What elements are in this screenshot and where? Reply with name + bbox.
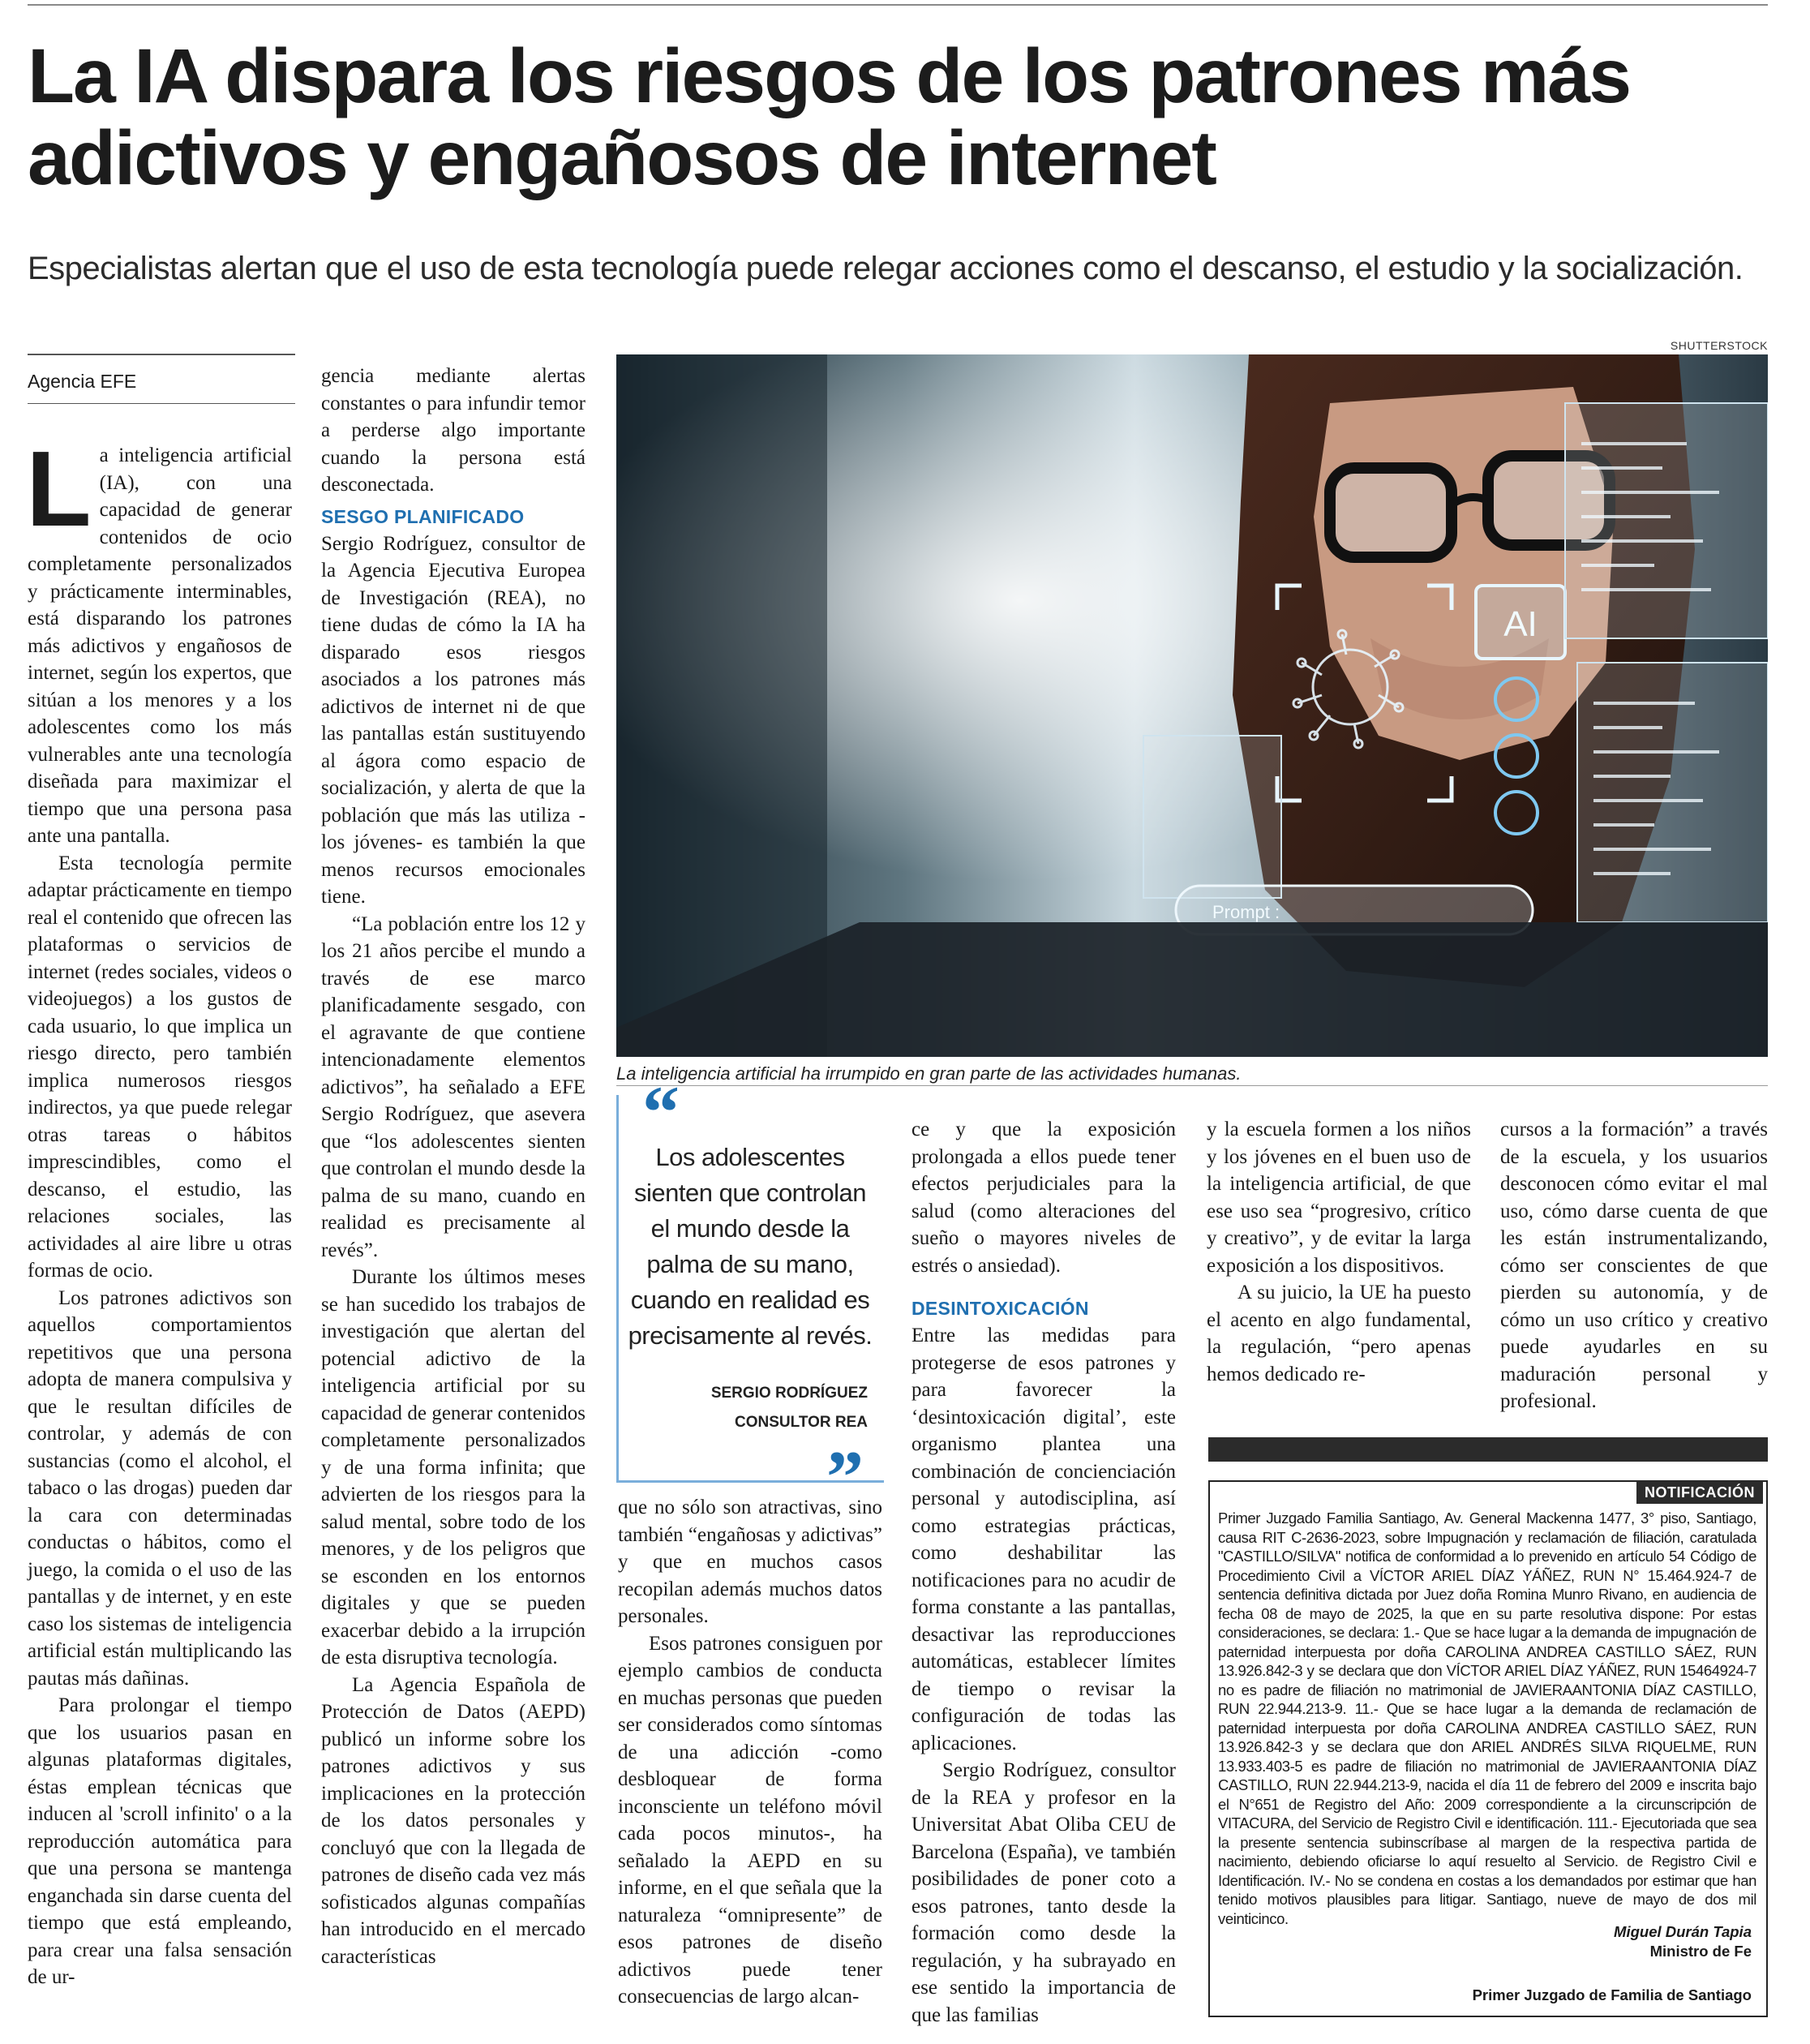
byline-rule-bottom (28, 403, 295, 404)
notice-court: Primer Juzgado de Familia de Santiago (1472, 1986, 1752, 2003)
byline-rule (28, 354, 295, 355)
notice-signer-title: Ministro de Fe (1649, 1942, 1752, 1960)
ai-label: AI (1503, 604, 1538, 644)
body-paragraph: La Agencia Española de Protección de Datos (AEPD) publicó un informe sobre los patrones adictivos y sus implicaciones en la protección de los datos personales y concluyó que con la llegada de patrones de diseño cada vez más sofisticados algunas compañías han introducido en el mercado características (321, 1673, 585, 1968)
pull-quote-name: SERGIO RODRÍGUEZ (710, 1385, 868, 1402)
article-photo (616, 354, 1768, 1057)
body-paragraph: Esta tecnología permite adaptar prácticamente en tiempo real el contenido que ofrecen las plataformas o servicios de internet (redes sociales, videos o videojuegos) a los gustos de cada usuario, lo que implica un riesgo directo, pero también implica numerosos riesgos indirectos, ya que puede relegar otras tareas o hábitos imprescindibles, como el descanso, el estudio, las relaciones sociales, las actividades al aire libre u otras formas de ocio. (28, 852, 292, 1282)
byline: Agencia EFE (28, 371, 137, 392)
article-column-6 (1500, 1116, 1768, 1415)
body-paragraph: Durante los últimos meses se han sucedido los trabajos de investigación que alertan del potencial adictivo de la inteligencia artificial por su capacidad de generar contenidos completamente personalizados y de una forma infinita; que advierten de los riesgos para la salud mental, sobre todo de los menores, y de los peligros que se esconden en los entornos digitales y que se pueden exacerbar debido a la irrupción de esta disruptiva tecnología. (321, 1266, 585, 1668)
body-paragraph: Entre las medidas para protegerse de esos patrones y para favorecer la ‘desintoxicación digital’, este organismo plantea una combinación de concienciación personal y autodisciplina, así como estrategias prácticas, como deshabilitar las notificaciones para no acudir de forma constante a las pantallas, desactivar las reproducciones automáticas, establecer límites de tiempo o revisar la configuración de todas las aplicaciones. (911, 1325, 1176, 1754)
pull-quote-role: CONSULTOR REA (735, 1414, 868, 1431)
article-column-3 (618, 1494, 882, 2011)
notice-tag (1208, 1481, 1766, 1504)
body-paragraph: y la escuela formen a los niños y los jóvenes en el buen uso de la inteligencia artificial, de que ese uso sea “progresivo, crítico y creativo”, y de evitar la larga exposición a los dispositivos. (1207, 1119, 1471, 1277)
notice-tag-label: NOTIFICACIÓN (1636, 1481, 1763, 1504)
body-paragraph: que no sólo son atractivas, sino también “engañosas y adictivas” y que en muchos casos recopilan además muchos datos personales. (618, 1496, 882, 1627)
photo-caption: La inteligencia artificial ha irrumpido en gran parte de las actividades humanas. (616, 1063, 1242, 1084)
lead-paragraph (26, 429, 292, 850)
body-paragraph: Para prolongar el tiempo que los usuarios pasan en algunas plataformas digitales, éstas emplean técnicas que inducen al 'scroll infinito' o a la reproducción automática para que una persona se mantenga enganchada sin darse cuenta del tiempo que está empleando, para crear una falsa sensación de ur- (28, 1694, 292, 1988)
body-paragraph: cursos a la formación” a través de la escuela, y los usuarios desconocen cómo evitar el mal uso, cómo darse cuenta de que les están instrumentalizando, cómo ser conscientes de que pierden su autonomía, y de cómo un uso crítico y creativo puede ayudarles en su maduración personal y profesional. (1500, 1119, 1768, 1412)
drop-cap: L (26, 429, 92, 548)
article-column-4 (911, 1116, 1176, 2029)
body-paragraph: ce y que la exposición prolongada a ellos puede tener efectos perjudiciales para la salud (como alteraciones del sueño o mayores niveles de estrés o ansiedad). (911, 1119, 1176, 1277)
article-column-2 (321, 363, 585, 1970)
notice-body: Primer Juzgado Familia Santiago, Av. General Mackenna 1477, 3° piso, Santiago, causa RIT C-2636-2023, sobre Impugnación y reclamación de filiación, caratulada "CASTILLO/SILVA" notifica de conformidad a lo prevenido en artículo 54 Código de Procedimiento Civil a VÍCTOR ARIEL DÍAZ YÁÑEZ, RUN N° 15.464.924-7 de sentencia definitiva dictada por Juez doña Romina Munro Rivano, en audiencia de fecha 08 de mayo de 2025, la que en su parte resolutiva dispone: Por estas consideraciones, se declara: 1.- Que se hace lugar a la demanda de impugnación de paternidad interpuesta por doña CAROLINA ANDREA CASTILLO SÁEZ, RUN 13.926.842-3 y se declara que don VÍCTOR ARIEL DÍAZ YÁÑEZ, RUN 15464924-7 no es padre de filiación no matrimonial de JAVIERAANTONIA DÍAZ CASTILLO, RUN 22.944.213-9. 11.- Que se hace lugar a la demanda de reclamación de paternidad interpuesta por doña CAROLINA ANDREA CASTILLO SÁEZ, RUN 13.926.842-3 y se declara que don ARIEL ANDRÉS SILVA RIQUELME, RUN 13.933.403-5 es padre de filiación no matrimonial de JAVIERAANTONIA DÍAZ CASTILLO, RUN 22.944.213-9, nacida el día 11 de febrero del 2009 e inscrita bajo el N°651 de Registro del Año: 2009 correspondiente a la circunscripción de VITACURA, del Servicio de Registro Civil e identificación. 111.- Ejecutoriada que sea la presente sentencia subinscríbase al margen de la respectiva partida de nacimiento, debiendo oficiarse lo aquí resuelto al Servicio. de Registro Civil e Identificación. IV.- No se condena en costas a los demandados por estimar que han tenido motivos plausibles para litigar. Santiago, nueve de mayo de dos mil veinticinco. (1218, 1509, 1756, 1927)
body-paragraph: Sergio Rodríguez, consultor de la Agencia Ejecutiva Europea de Investigación (REA), no tiene dudas de cómo la IA ha disparado esos riesgos asociados a los patrones más adictivos de internet ni de que las pantallas están sustituyendo al ágora como espacio de socialización, y alerta de que la población que más las utiliza -los jóvenes- es también la que menos recursos emocionales tiene. (321, 532, 585, 908)
subheadline: Especialistas alertan que el uso de esta tecnología puede relegar acciones como el descanso, el estudio y la socialización. (28, 251, 1744, 286)
headline: La IA dispara los riesgos de los patrones más adictivos y engañosos de internet (28, 33, 1631, 201)
prompt-label: Prompt : (1212, 902, 1280, 922)
body-paragraph: A su juicio, la UE ha puesto el acento en algo fundamental, la regulación, “pero apenas hemos dedicado re- (1207, 1282, 1471, 1385)
section-heading: DESINTOXICACIÓN (911, 1298, 1089, 1319)
caption-rule (616, 1085, 1768, 1086)
lead-text: a inteligencia artificial (IA), con una capacidad de generar contenidos de ocio completamente personalizados y prácticamente interminables, está disparando los patrones más adictivos y engañosos de internet, según los expertos, que sitúan a los menores y a los adolescentes como los más vulnerables ante una tecnología diseñada para maximizar el tiempo que una persona pasa ante una pantalla. (28, 444, 292, 847)
close-quote-icon: ” (826, 1436, 864, 1518)
body-paragraph: Los patrones adictivos son aquellos comportamientos repetitivos que una persona adopta de manera compulsiva y que le resultan difíciles de controlar, y además de con sustancias (como el alcohol, el tabaco o las drogas) pueden dar la cara con determinadas conductas o hábitos, como el juego, la comida o el uso de las pantallas y de internet, y en este caso los sistemas de inteligencia artificial están multiplicando las pautas más dañinas. (28, 1286, 292, 1690)
article-column-5 (1207, 1116, 1471, 1388)
notice-signer: Miguel Durán Tapia (1614, 1922, 1752, 1940)
pull-quote-attribution (624, 1379, 868, 1437)
pull-quote-text: Los adolescentes sienten que controlan el mundo desde la palma de su mano, cuando en realidad es precisamente al revés. (628, 1143, 873, 1350)
photo-credit: SHUTTERSTOCK (1670, 339, 1768, 352)
section-heading: SESGO PLANIFICADO (321, 505, 525, 527)
body-paragraph: gencia mediante alertas constantes o para infundir temor a perderse algo importante cuando la persona está desconectada. (321, 365, 585, 496)
top-rule (28, 4, 1768, 6)
open-quote-icon: “ (642, 1071, 680, 1153)
body-paragraph: “La población entre los 12 y los 21 años percibe el mundo a través de ese marco planificadamente sesgado, con el agravante de que contiene intencionadamente elementos adictivos”, ha señalado a EFE Sergio Rodríguez, que asevera que “los adolescentes sienten que controlan el mundo desde la palma de su mano, cuando en realidad es precisamente al revés”. (321, 912, 585, 1261)
body-paragraph: Esos patrones consiguen por ejemplo cambios de conducta en muchas personas que pueden ser considerados como síntomas de una adicción -como desbloquear de forma inconsciente un teléfono móvil cada pocos minutos-, ha señalado la AEPD en su informe, en el que señala que la naturaleza “omnipresente” de esos patrones de diseño adictivos puede tener consecuencias de largo alcan- (618, 1632, 882, 2008)
article-column-1 (26, 429, 292, 1991)
notice-divider-bar (1208, 1437, 1768, 1462)
body-paragraph: Sergio Rodríguez, consultor de la REA y profesor en la Universitat Abat Oliba CEU de Barcelona (España), ve también posibilidades de poner coto a esos patrones, tanto desde la formación como desde la regulación, y ha subrayado en ese sentido la importancia de que las familias (911, 1759, 1176, 2026)
